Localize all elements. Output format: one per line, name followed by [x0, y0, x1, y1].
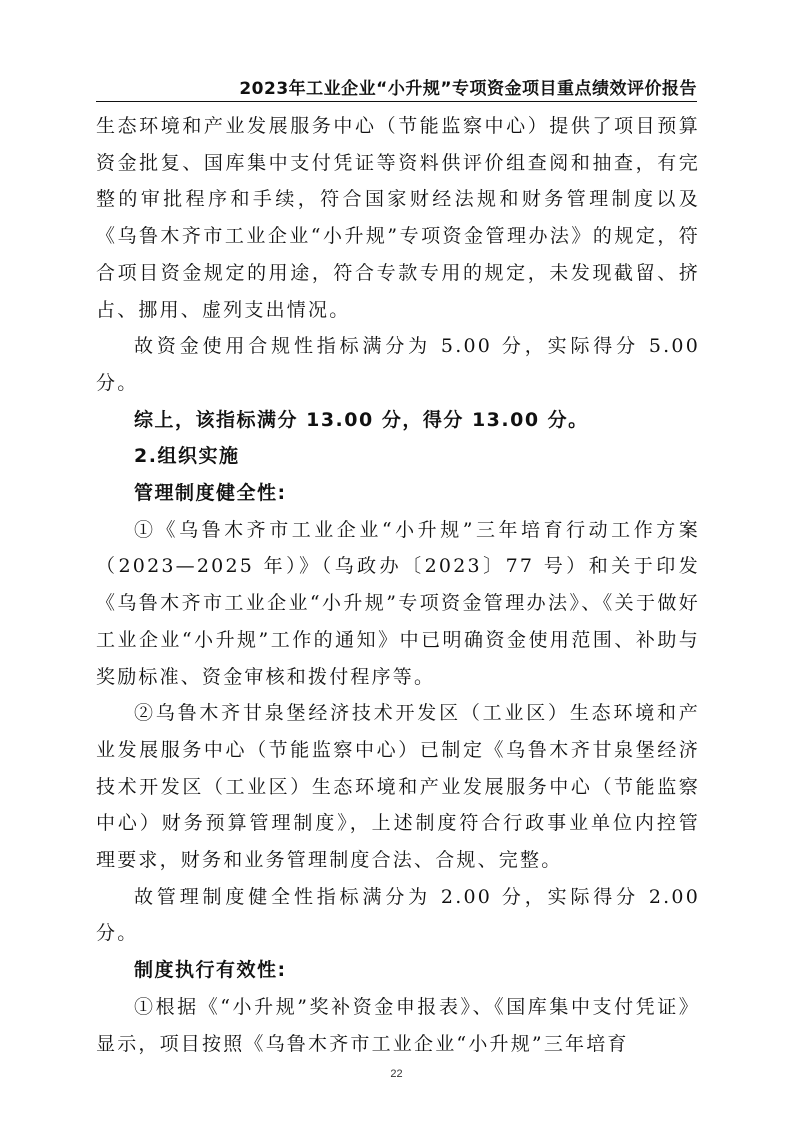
subheading-execution-effectiveness: 制度执行有效性: — [134, 959, 287, 982]
section-heading-organization: 2.组织实施 — [134, 445, 240, 468]
paragraph-item-1: ①《乌鲁木齐市工业企业“小升规”三年培育行动工作方案（2023—2025 年）》（乌政办〔2023〕77 号）和关于印发《乌鲁木齐市工业企业“小升规”专项资金管理办法》、《关于做好工业企业“小升规”工作的通知》中已明确资金使用范围、补助与奖励标准、资金审核和拨付程序等。 — [96, 518, 700, 688]
paragraph-score-compliance: 故资金使用合规性指标满分为 5.00 分，实际得分 5.00 分。 — [96, 335, 700, 394]
paragraph-item-2: ②乌鲁木齐甘泉堡经济技术开发区（工业区）生态环境和产业发展服务中心（节能监察中心）已制定《乌鲁木齐甘泉堡经济技术开发区（工业区）生态环境和产业发展服务中心（节能监察中心）财务预算管理制度》，上述制度符合行政事业单位内控管理要求，财务和业务管理制度合法、合规、完整。 — [96, 702, 700, 872]
paragraph-continuation: 生态环境和产业发展服务中心（节能监察中心）提供了项目预算资金批复、国库集中支付凭证等资料供评价组查阅和抽查，有完整的审批程序和手续，符合国家财经法规和财务管理制度以及《乌鲁木齐市工业企业“小升规”专项资金管理办法》的规定，符合项目资金规定的用途，符合专款专用的规定，未发现截留、挤占、挪用、虚列支出情况。 — [96, 115, 700, 321]
page-number: 22 — [390, 1068, 403, 1080]
paragraph-execution-item-1: ①根据《“小升规”奖补资金申报表》、《国库集中支付凭证》显示，项目按照《乌鲁木齐市工业企业“小升规”三年培育 — [96, 995, 700, 1055]
paragraph-score-management: 故管理制度健全性指标满分为 2.00 分，实际得分 2.00 分。 — [96, 885, 700, 945]
running-header: 2023年工业企业“小升规”专项资金项目重点绩效评价报告 — [239, 79, 697, 99]
subheading-management-system: 管理制度健全性: — [134, 482, 287, 505]
document-body — [96, 108, 700, 1062]
paragraph-summary-bold: 综上，该指标满分 13.00 分，得分 13.00 分。 — [134, 408, 589, 431]
header-rule — [96, 101, 697, 102]
